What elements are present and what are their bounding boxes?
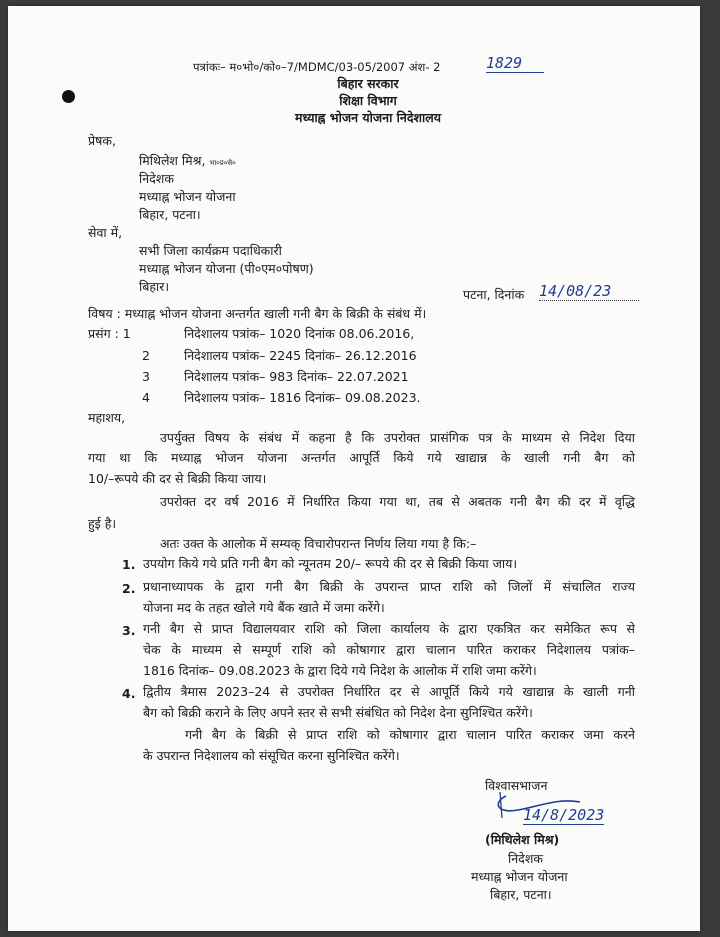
letter-page — [8, 6, 700, 931]
reference-item: निदेशालय पत्रांक– 1816 दिनांक– 09.08.2023. — [184, 390, 421, 405]
place-date-label: पटना, दिनांक — [463, 287, 525, 302]
point-line: चेक के माध्यम से सम्पूर्ण राशि को कोषागार द्वारा चालान पारित कराकर निदेशालय पत्रांक– — [143, 642, 635, 657]
point-line: योजना मद के तहत खोले गये बैंक खाते में जमा करेंगे। — [143, 600, 385, 615]
paragraph-line: हुई है। — [88, 516, 117, 531]
letter-ref-number: पत्रांकः– म०भो०/को०–7/MDMC/03-05/2007 अंश- 2 — [193, 60, 441, 74]
paragraph-line: गनी बैग के बिक्री से प्राप्त राशि को कोषागार द्वारा चालान पारित कराकर जमा करने — [185, 727, 635, 742]
sender-label: प्रेषक, — [88, 133, 116, 148]
sender-line: बिहार, पटना। — [139, 207, 201, 222]
reference-number: 4 — [142, 390, 150, 405]
recipient-line: सभी जिला कार्यक्रम पदाधिकारी — [139, 243, 282, 258]
paragraph-line: उपर्युक्त विषय के संबंध में कहना है कि उपरोक्त प्रासंगिक पत्र के माध्यम से निदेश दिया — [160, 430, 635, 445]
point-line: द्वितीय त्रैमास 2023–24 से उपरोक्त निर्धारित दर से आपूर्ति किये गये खाद्यान्न के खाली गनी — [143, 684, 635, 699]
point-line: 1816 दिनांक– 09.08.2023 के द्वारा दिये गये निदेश के आलोक में राशि जमा करेंगे। — [143, 663, 537, 678]
signatory-line: बिहार, पटना। — [490, 887, 552, 902]
paragraph-line: 10/–रूपये की दर से बिक्री किया जाय। — [88, 471, 267, 486]
header-directorate: मध्याह्न भोजन योजना निदेशालय — [295, 110, 441, 125]
point-line: गनी बैग से प्राप्त विद्यालयवार राशि को जिला कार्यालय के द्वारा एकत्रित कर समेकित रूप से — [143, 621, 635, 636]
header-dept: शिक्षा विभाग — [339, 93, 397, 108]
point-number: 3. — [122, 623, 136, 638]
reference-label: प्रसंग : 1 — [88, 326, 131, 341]
subject-line: विषय : मध्याह्न भोजन योजना अन्तर्गत खाली गनी बैग के बिक्री के संबंध में। — [88, 306, 427, 321]
reference-item: निदेशालय पत्रांक– 1020 दिनांक 08.06.2016, — [184, 326, 415, 341]
signature-date: 14/8/2023 — [523, 806, 605, 824]
punch-hole — [62, 90, 75, 103]
sender-line: मध्याह्न भोजन योजना — [139, 189, 236, 204]
salutation: महाशय, — [88, 410, 126, 425]
signatory-line: मध्याह्न भोजन योजना — [471, 869, 568, 884]
point-line: उपयोग किये गये प्रति गनी बैग को न्यूनतम 20/– रूपये की दर से बिक्री किया जाय। — [143, 556, 518, 571]
point-line: प्रधानाध्यापक के द्वारा गनी बैग बिक्री के उपरान्त प्राप्त राशि को जिलों में संचालित राज्य — [143, 579, 635, 594]
point-number: 2. — [122, 581, 136, 596]
recipient-line: बिहार। — [139, 279, 170, 294]
handwritten-date: 14/08/23 — [539, 282, 639, 301]
sender-name: मिथिलेश मिश्र, भा०प्र०से० — [139, 153, 236, 168]
signatory-line: निदेशक — [508, 851, 543, 866]
signatory-name: (मिथिलेश मिश्र) — [485, 832, 560, 847]
to-label: सेवा में, — [88, 225, 123, 240]
closing: विश्वासभाजन — [485, 778, 548, 793]
paragraph-line: उपरोक्त दर वर्ष 2016 में निर्धारित किया गया था, तब से अबतक गनी बैग की दर में वृद्धि — [160, 494, 635, 509]
sender-suffix: भा०प्र०से० — [209, 159, 236, 167]
sender-line: निदेशक — [139, 171, 174, 186]
reference-item: निदेशालय पत्रांक– 2245 दिनांक– 26.12.2016 — [184, 348, 417, 363]
handwritten-ref-number: 1829 — [486, 54, 544, 73]
reference-number: 2 — [142, 348, 150, 363]
point-number: 1. — [122, 557, 136, 572]
paragraph-line: गया था कि मध्याह्न भोजन योजना अन्तर्गत आपूर्ति किये गये खाद्यान्न के खाली गनी बैग को — [88, 450, 635, 465]
recipient-line: मध्याह्न भोजन योजना (पी०एम०पोषण) — [139, 261, 314, 276]
paragraph-line: के उपरान्त निदेशालय को संसूचित करना सुनिश्चित करेंगे। — [143, 748, 400, 763]
point-number: 4. — [122, 686, 136, 701]
reference-item: निदेशालय पत्रांक– 983 दिनांक– 22.07.2021 — [184, 369, 409, 384]
reference-number: 3 — [142, 369, 150, 384]
point-line: बैग को बिक्री कराने के लिए अपने स्तर से सभी संबंधित को निदेश देना सुनिश्चित करेंगे। — [143, 705, 533, 720]
paragraph-line: अतः उक्त के आलोक में सम्यक् विचारोपरान्त निर्णय लिया गया है कि:– — [160, 536, 477, 551]
header-govt: बिहार सरकार — [337, 76, 399, 91]
